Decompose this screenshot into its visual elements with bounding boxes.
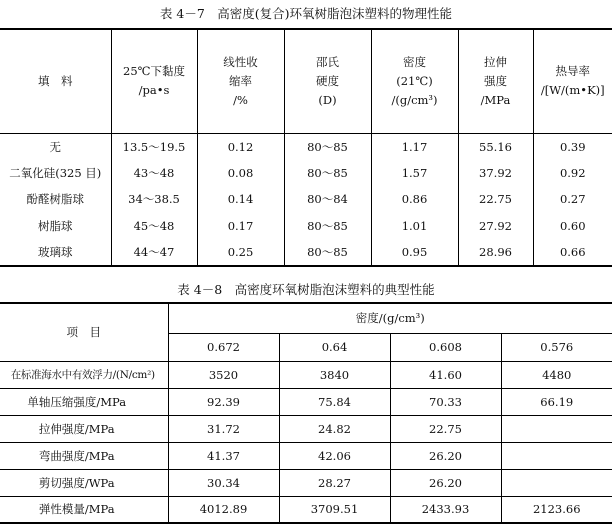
table1-caption: 表 4－7 高密度(复合)环氧树脂泡沫塑料的物理性能 [159,6,453,21]
table-cell: 13.5～19.5 [111,133,197,160]
table-cell: 1.01 [371,213,458,240]
row-label: 剪切强度/WPa [0,469,168,496]
table-cell [501,469,612,496]
table-cell: 92.39 [168,388,279,415]
header-tensile-strength: 拉伸 强度 /MPa [458,29,533,133]
header-density-group: 密度/(g/cm³) [168,303,612,333]
typical-properties-table [0,302,612,524]
table-cell: 30.34 [168,469,279,496]
table-cell: 1.17 [371,133,458,160]
row-label: 弯曲强度/MPa [0,442,168,469]
table2-header-row [0,303,612,333]
table-cell: 0.60 [533,213,612,240]
table-cell: 45～48 [111,213,197,240]
density-value: 0.64 [279,333,390,361]
table-cell: 43～48 [111,160,197,187]
table-row [0,496,612,523]
table-cell: 22.75 [458,186,533,213]
table2-caption: 表 4－8 高密度环氧树脂泡沫塑料的典型性能 [177,282,435,297]
table-cell: 80～85 [284,133,371,160]
table-cell: 树脂球 [38,219,73,234]
header-linear-shrinkage: 线性收 缩率 /% [197,29,284,133]
table-cell: 22.75 [390,415,501,442]
table-cell: 26.20 [390,469,501,496]
table-cell: 0.92 [533,160,612,187]
table-cell: 0.12 [197,133,284,160]
table-cell: 0.14 [197,186,284,213]
table-row [0,415,612,442]
table-cell: 28.27 [279,469,390,496]
density-value: 0.608 [390,333,501,361]
table-cell [501,442,612,469]
row-label: 弹性模量/MPa [0,496,168,523]
table-cell: 44～47 [111,239,197,266]
table-cell: 0.95 [371,239,458,266]
table-row [0,133,612,160]
table-cell: 80～85 [284,213,371,240]
density-value: 0.576 [501,333,612,361]
header-filler: 填 料 [0,29,111,133]
table-cell: 0.39 [533,133,612,160]
table-cell: 1.57 [371,160,458,187]
table-cell: 27.92 [458,213,533,240]
table-cell: 4012.89 [168,496,279,523]
table-cell: 42.06 [279,442,390,469]
table-cell: 70.33 [390,388,501,415]
table-cell: 二氧化硅(325 目) [9,165,102,180]
header-viscosity: 25℃下黏度 /pa•s [111,29,197,133]
header-thermal-conductivity: 热导率 /[W/(m•K)] [533,29,612,133]
table-row [0,160,612,187]
table-cell: 34～38.5 [111,186,197,213]
header-shore-hardness: 邵氏 硬度 (D) [284,29,371,133]
table-cell: 75.84 [279,388,390,415]
table-cell [501,415,612,442]
table-cell: 31.72 [168,415,279,442]
table-row [0,239,612,266]
table-cell: 4480 [501,361,612,388]
table-cell: 80～85 [284,239,371,266]
table-row [0,442,612,469]
table1-header-row [0,29,612,133]
table-row [0,186,612,213]
table-cell: 80～84 [284,186,371,213]
table-cell: 0.86 [371,186,458,213]
header-item: 项 目 [0,303,168,361]
table-cell: 41.60 [390,361,501,388]
table-cell: 2433.93 [390,496,501,523]
table-row [0,469,612,496]
header-density: 密度 (21℃) /(g/cm³) [371,29,458,133]
physical-properties-table [0,28,612,267]
table-cell: 0.08 [197,160,284,187]
table-cell: 28.96 [458,239,533,266]
row-label: 在标准海水中有效浮力/(N/cm²) [0,361,168,388]
table-cell: 55.16 [458,133,533,160]
table-cell: 0.17 [197,213,284,240]
row-label: 拉伸强度/MPa [0,415,168,442]
table-cell: 66.19 [501,388,612,415]
table-row [0,361,612,388]
table-row [0,213,612,240]
table-cell: 玻璃球 [0,239,111,266]
table-cell: 2123.66 [501,496,612,523]
table-cell: 80～85 [284,160,371,187]
table-cell: 26.20 [390,442,501,469]
table-cell: 3709.51 [279,496,390,523]
table-cell: 24.82 [279,415,390,442]
table-cell: 0.25 [197,239,284,266]
table-cell: 酚醛树脂球 [26,192,84,207]
row-label: 单轴压缩强度/MPa [0,388,168,415]
table-cell: 37.92 [458,160,533,187]
table-cell: 3520 [168,361,279,388]
table-cell: 0.66 [533,239,612,266]
density-value: 0.672 [168,333,279,361]
table-cell: 无 [49,139,61,154]
table-cell: 0.27 [533,186,612,213]
table-cell: 3840 [279,361,390,388]
table-cell: 41.37 [168,442,279,469]
table-row [0,388,612,415]
